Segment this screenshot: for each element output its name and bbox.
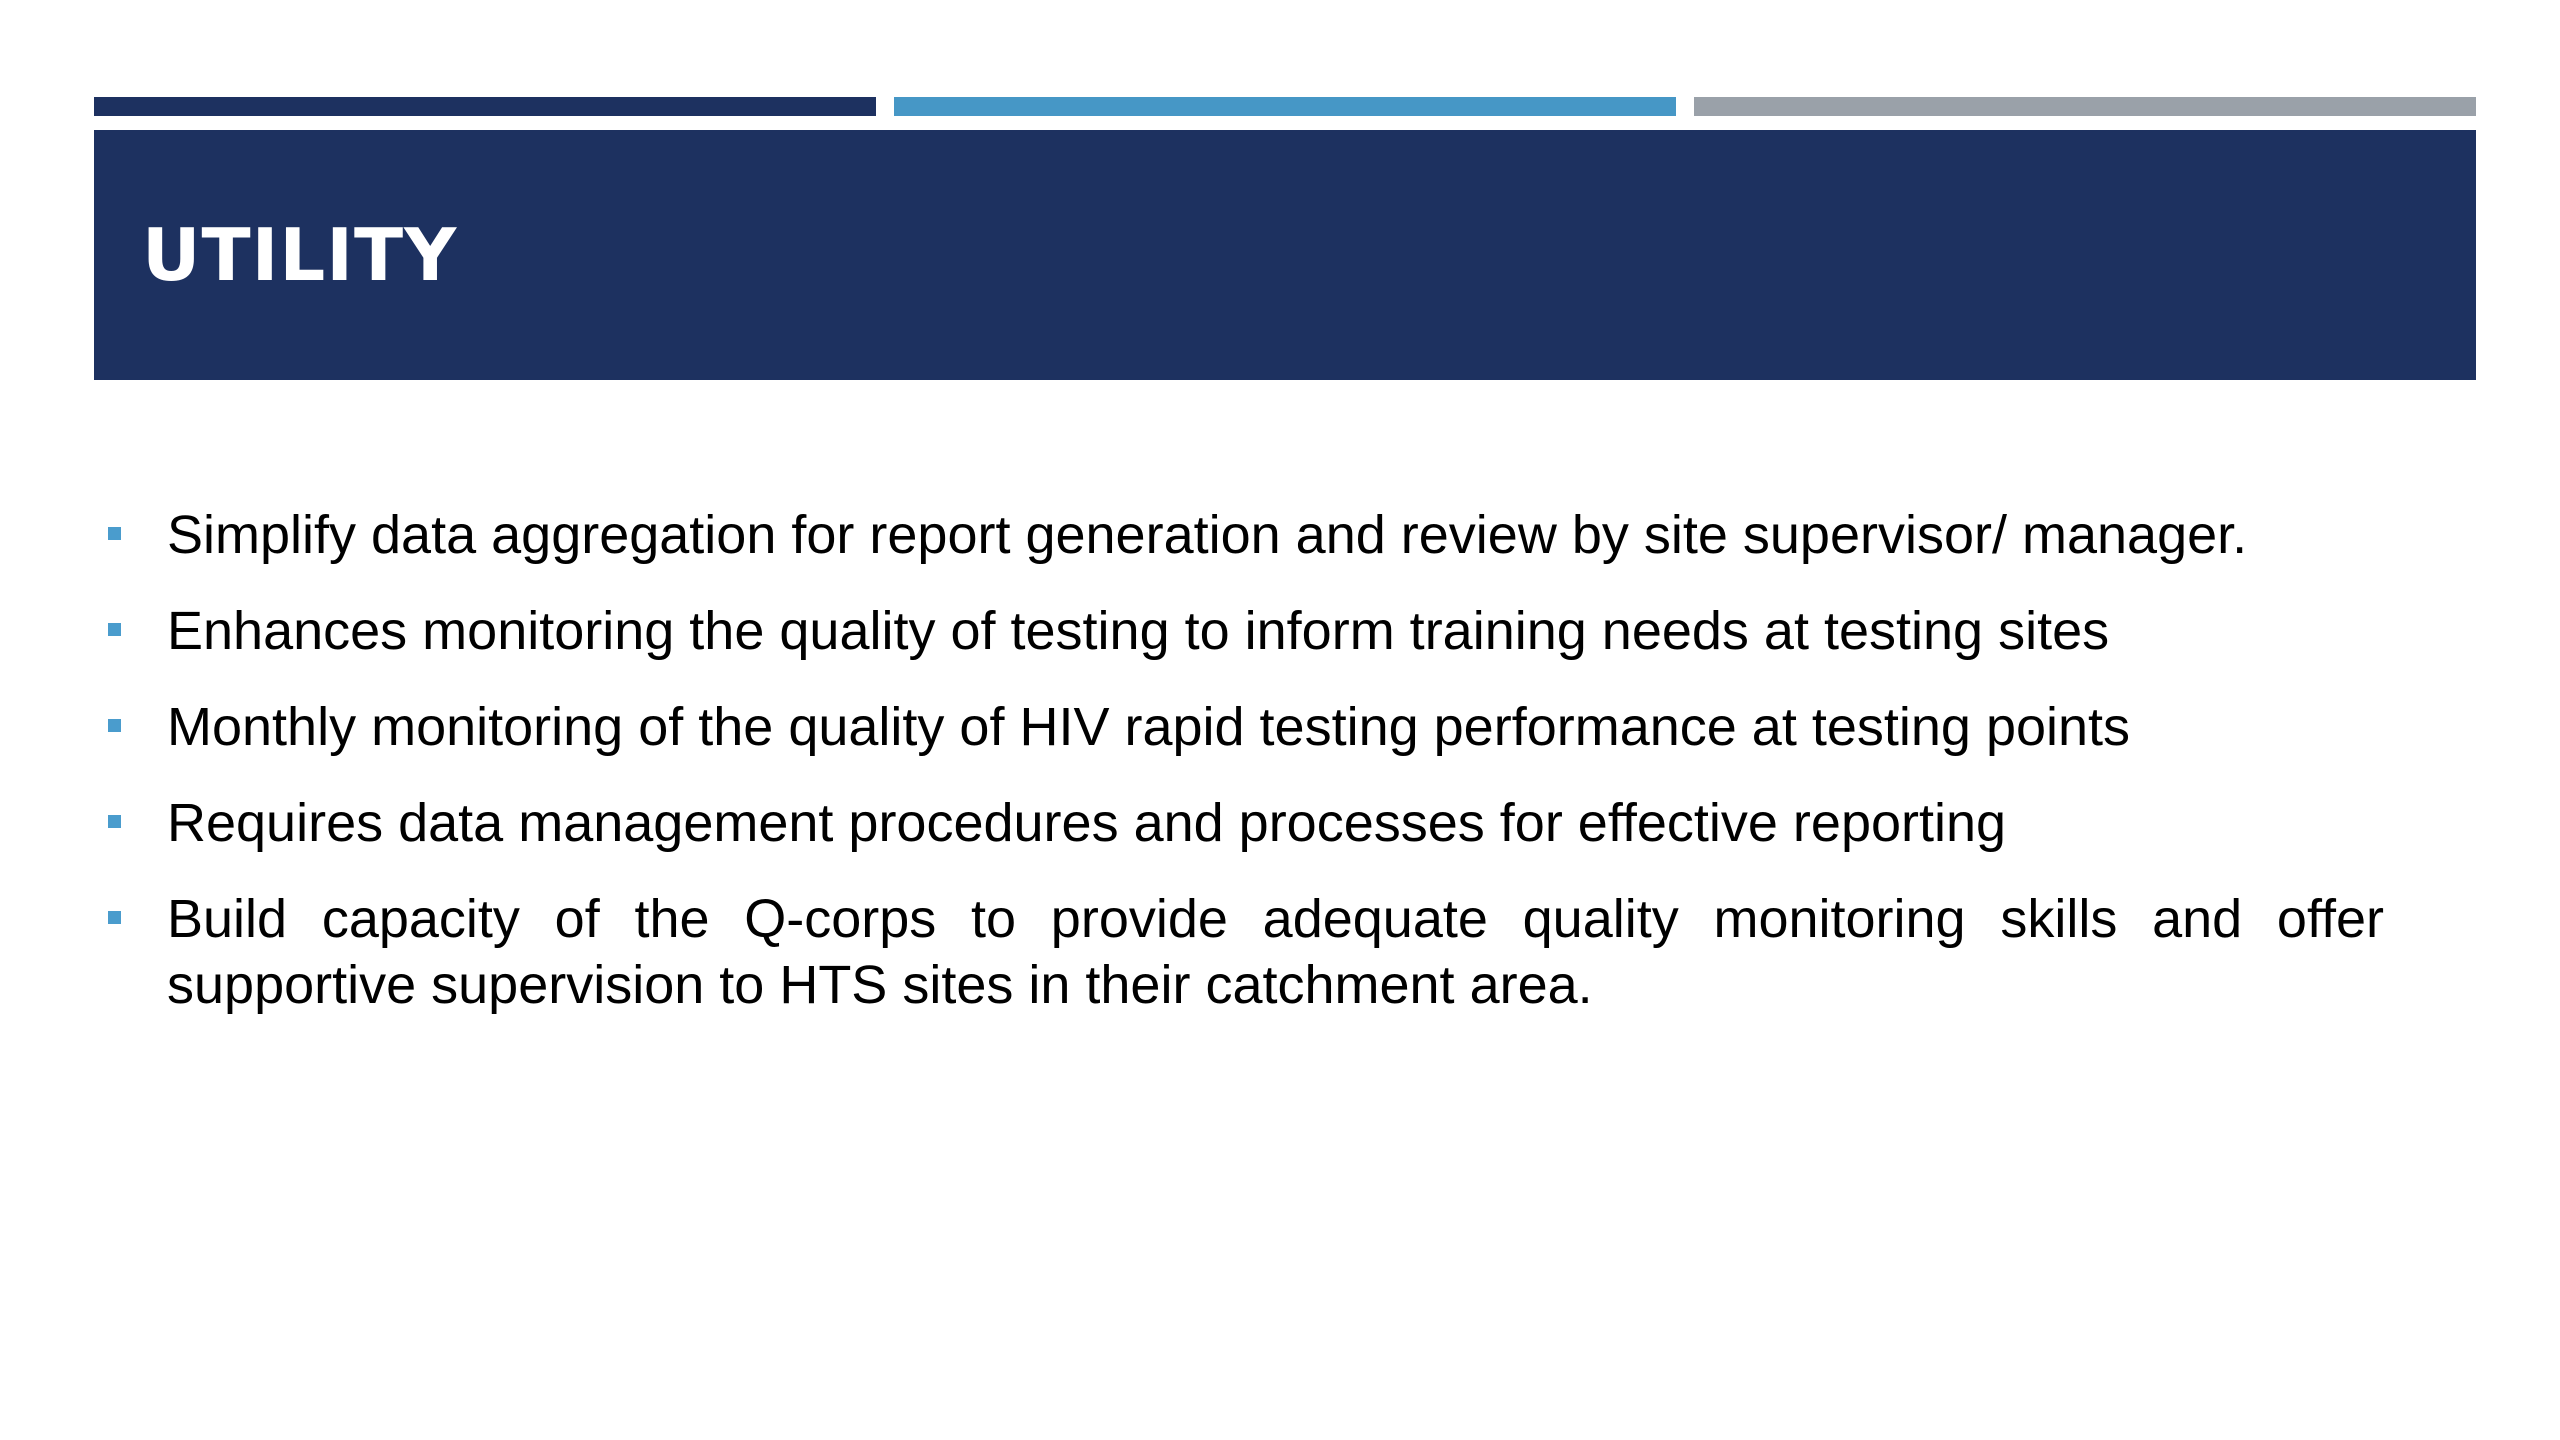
slide-title: UTILITY xyxy=(142,213,458,297)
bullet-text: Enhances monitoring the quality of testing to inform training needs at testing sites xyxy=(167,601,2110,661)
bullet-text: Build capacity of the Q-corps to provide adequate quality monitoring skills and offer supportive supervision to HTS sites in their catchment area. xyxy=(167,889,2384,1015)
bullet-text: Monthly monitoring of the quality of HIV rapid testing performance at testing points xyxy=(167,697,2131,757)
square-bullet-icon xyxy=(108,815,121,828)
bullet-item xyxy=(94,694,2384,760)
accent-bar-navy xyxy=(94,97,876,116)
accent-bar-gray xyxy=(1694,97,2476,116)
square-bullet-icon xyxy=(108,719,121,732)
square-bullet-icon xyxy=(108,623,121,636)
bullet-item xyxy=(94,502,2384,568)
bullet-text: Simplify data aggregation for report generation and review by site supervisor/ manager. xyxy=(167,505,2248,565)
bullet-item xyxy=(94,790,2384,856)
square-bullet-icon xyxy=(108,911,121,924)
bullet-item xyxy=(94,598,2384,664)
bullet-list xyxy=(94,502,2384,1048)
title-banner xyxy=(94,130,2476,380)
bullet-text: Requires data management procedures and processes for effective reporting xyxy=(167,793,2007,853)
bullet-item xyxy=(94,886,2384,1018)
accent-bar-blue xyxy=(894,97,1676,116)
square-bullet-icon xyxy=(108,527,121,540)
